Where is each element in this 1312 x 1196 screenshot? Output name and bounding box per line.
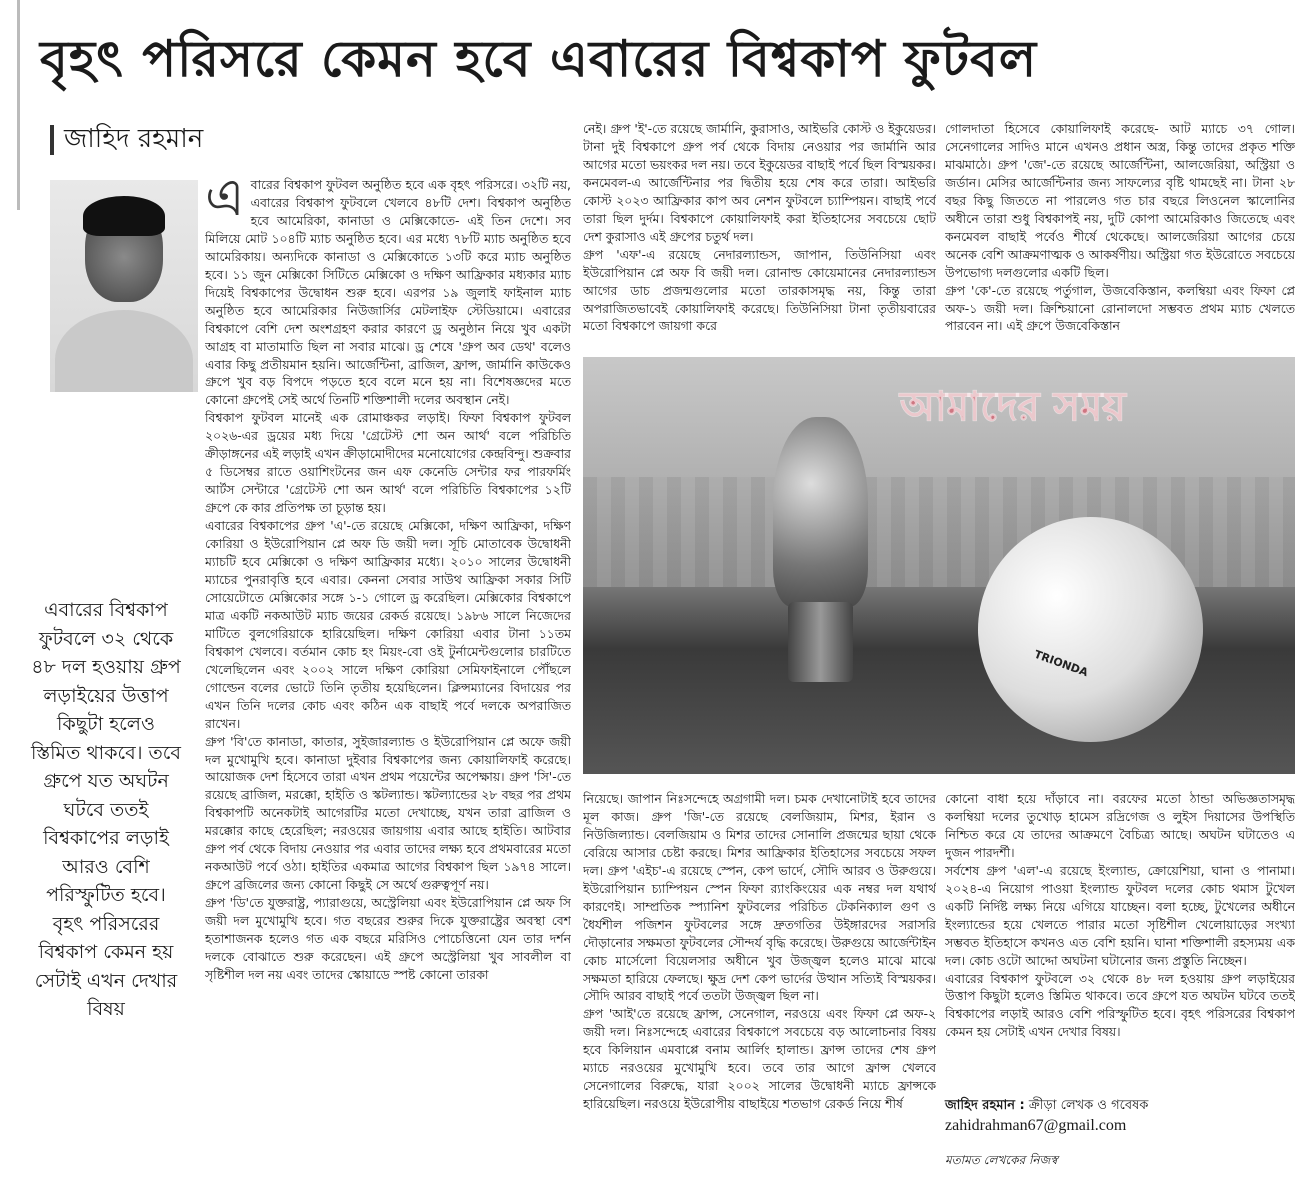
author-name: জাহিদ রহমান <box>64 124 204 154</box>
margin-rule <box>17 0 20 210</box>
paragraph: কোনো বাধা হয়ে দাঁড়াবে না। বরফের মতো ঠান্ডা অভিজ্ঞতাসমৃদ্ধ কলম্বিয়া দলের তুখোড় হামেস রদ্রিগেজ ও লুইস দিয়াসের উপস্থিতি নিশ্চিত করে যে তাদের আক্রমণে বৈচিত্র্য আছে। অঘটন ঘটাতেও এ দুজন পারদর্শী। <box>945 791 1295 860</box>
paragraph: গ্রুপ 'ডি'তে যুক্তরাষ্ট্র, প্যারাগুয়ে, অস্ট্রেলিয়া এবং ইউরোপিয়ান প্লে অফ সি জয়ী দল মুখোমুখি হবে। গত বছরের শুরুর দিকে যুক্তরাষ্ট্রের অবস্থা বেশ হতাশাজনক হলেও গত এক বছরে মরিসিও পোচেত্তিনো যেন তার দর্শন দলকে বোঝাতে শুরু করেছেন। এই গ্রুপে অস্ট্রেলিয়া খুব সাবলীল বা সৃষ্টিশীল দল নয় এবং তাদের স্কোয়াডে স্পষ্ট কোনো তারকা <box>205 895 571 982</box>
paragraph: এবারের বিশ্বকাপ ফুটবলে ৩২ থেকে ৪৮ দল হওয়ায় গ্রুপ লড়াইয়ের উত্তাপ কিছুটা হলেও স্তিমিত থাকবে। তবে গ্রুপে যত অঘটন ঘটবে ততই বিশ্বকাপের লড়াই আরও বেশি পরিস্ফুটিত হবে। বৃহৎ পরিসরের বিশ্বকাপ কেমন হয় সেটাই এখন দেখার বিষয়। <box>945 970 1295 1040</box>
headline: বৃহৎ পরিসরে কেমন হবে এবারের বিশ্বকাপ ফুটবল <box>40 30 1038 88</box>
paragraph: নিয়েছে। জাপান নিঃসন্দেহে অগ্রগামী দল। চমক দেখানোটাই হবে তাদের মূল কাজ। গ্রুপ 'জি'-তে রয়েছে বেলজিয়াম, মিশর, ইরান ও নিউজিল্যান্ড। বেলজিয়াম ও মিশর তাদের সোনালি প্রজন্মের ছায়া থেকে বেরিয়ে আসার চেষ্টা করছে। মিশর আফ্রিকার ইতিহাসের সবচেয়ে সফল দল। গ্রুপ 'এইচ'-এ রয়েছে স্পেন, কেপ ভার্দে, সৌদি আরব ও উরুগুয়ে। ইউরোপিয়ান চ্যাম্পিয়ন স্পেন ফিফা র‌্যাংকিংয়ের এক নম্বর দল যথার্থ কারণেই। সাম্প্রতিক স্প্যানিশ ফুটবলের পরিচিত টেকনিক্যাল গুণ ও ধৈর্যশীল পজিশন ফুটবলের সঙ্গে দ্রুতগতির উইঙ্গারদের সরাসরি দৌড়ানোর সক্ষমতা ফুটবলের সৌন্দর্য বৃদ্ধি করেছে। উরুগুয়ে আর্জেন্টাইন কোচ মার্সেলো বিয়েলসার অধীনে খুব উজ্জ্বল হলেও মাঝে মাঝে সক্ষমতা হারিয়ে ফেলছে। ক্ষুদ্র দেশ কেপ ভার্দের উত্থান সত্যিই বিস্ময়কর। সৌদি আরব বাছাই পর্বে ততটা উজ্জ্বল ছিল না। <box>583 791 936 1004</box>
paragraph: গোলদাতা হিসেবে কোয়ালিফাই করেছে- আট ম্যাচে ৩৭ গোল। সেনেগালের সাদিও মানে এখনও প্রধান অস্ত্র, কিন্তু তাদের প্রকৃত শক্তি মাঝমাঠে। গ্রুপ 'জে'-তে রয়েছে আর্জেন্টিনা, আলজেরিয়া, অস্ট্রিয়া ও জর্ডান। মেসির আর্জেন্টিনার জন্য সাফল্যের বৃষ্টি থামছেই না। টানা ২৮ বছর কিছু জিততে না পারলেও গত চার বছরে লিওনেল স্কালোনির অধীনে তারা শুধু বিশ্বকাপই নয়, দুটি কোপা আমেরিকাও জিতেছে এবং কনমেবল বাছাই পর্বেও শীর্ষে থেকেছে। আলজেরিয়া আগের চেয়ে অনেক বেশি আক্রমণাত্মক ও আকর্ষণীয়। অস্ট্রিয়া গত ইউরোতে সবচেয়ে উপভোগ্য দলগুলোর একটি ছিল। <box>945 121 1295 280</box>
football <box>978 517 1203 742</box>
paragraph: গ্রুপ 'কে'-তে রয়েছে পর্তুগাল, উজবেকিস্তান, কলম্বিয়া এবং ফিফা প্লে অফ-১ জয়ী দল। ক্রিশ্চিয়ানো রোনালদো সম্ভবত প্রথম ম্যাচ খেলতে পারবেন না। এই গ্রুপে উজবেকিস্তান <box>945 282 1295 334</box>
paragraph: এবারের বিশ্বকাপের গ্রুপ 'এ'-তে রয়েছে মেক্সিকো, দক্ষিণ আফ্রিকা, দক্ষিণ কোরিয়া ও ইউরোপিয়ান প্লে অফ ডি জয়ী দল। সূচি মোতাবেক উদ্বোধনী ম্যাচটি হবে মেক্সিকো ও দক্ষিণ আফ্রিকার মধ্যে। ২০১০ সালের উদ্বোধনী ম্যাচের পুনরাবৃত্তি হবে এবার। কেননা সেবার সাউথ আফ্রিকা সকার সিটি সোয়েটোতে মেক্সিকোর সঙ্গে ১-১ গোলে ড্র করেছিল। মেক্সিকোর বিশ্বকাপে মাত্র একটি নকআউট ম্যাচ জয়ের রেকর্ড রয়েছে। ১৯৮৬ সালে নিজেদের মাটিতে বুলগেরিয়াকে হারিয়েছিল। দক্ষিণ কোরিয়া এবার টানা ১১তম বিশ্বকাপ খেলবে। বর্তমান কোচ হং মিয়ং-বো ওই টুর্নামেন্টগুলোর চারটিতে খেলেছিলেন এবং ২০০২ সালে দক্ষিণ কোরিয়া সেমিফাইনালে পৌঁছলে গোল্ডেন বলের ভোটে তিনি তৃতীয় হয়েছিলেন। ক্লিন্সম্যানের বিদায়ের পর এখন তিনি দলের কোচ এবং কঠিন এক বাছাই পর্বে দলকে অপরাজিত রাখেন। <box>205 518 571 731</box>
column-1 <box>205 176 571 1176</box>
column-2-top <box>583 120 936 356</box>
paragraph: বারের বিশ্বকাপ ফুটবল অনুষ্ঠিত হবে এক বৃহৎ পরিসরে। ৩২টি নয়, এবারের বিশ্বকাপ ফুটবলে খেলবে ৪৮টি দেশ। বিশ্বকাপ অনুষ্ঠিত হবে আমেরিকা, কানাডা ও মেক্সিকোতে- এই তিন দেশে। সব মিলিয়ে মোট ১০৪টি ম্যাচ অনুষ্ঠিত হবে। এর মধ্যে ৭৮টি ম্যাচ অনুষ্ঠিত হবে আমেরিকায়। অন্যদিকে কানাডা ও মেক্সিকোতে ১৩টি করে ম্যাচ অনুষ্ঠিত হবে। ১১ জুন মেক্সিকো সিটিতে মেক্সিকো ও দক্ষিণ আফ্রিকার মধ্যকার ম্যাচ দিয়েই বিশ্বকাপের উদ্বোধন শুরু হবে। এরপর ১৯ জুলাই ফাইনাল ম্যাচ অনুষ্ঠিত হবে আমেরিকার নিউজার্সির মেটলাইফ স্টেডিয়ামে। এবারের বিশ্বকাপে বেশি দেশ অংশগ্রহণ করার কারণে ড্র অনুষ্ঠান নিয়ে খুব একটা আগ্রহ বা মাতামাতি ছিল না সবার মাঝে। ড্র শেষে 'গ্রুপ অব ডেথ' বলেও এবার কিছু প্রতীয়মান হয়নি। আর্জেন্টিনা, ব্রাজিল, ফ্রান্স, জার্মানি কাউকেও গ্রুপে খুব বড় বিপদে পড়তে হবে বলে মনে হয় না। বিশেষজ্ঞদের মতে কোনো গ্রুপেই সেই অর্থে তিনটি শক্তিশালী দলের অবস্থান নেই। <box>205 177 571 408</box>
author-email: zahidrahman67@gmail.com <box>945 1117 1127 1134</box>
byline-bar <box>50 125 54 155</box>
column-2-bottom <box>583 790 936 1185</box>
drop-cap: এ <box>205 176 245 228</box>
author-photo <box>50 180 198 392</box>
signature-role: ক্রীড়া লেখক ও গবেষক <box>1028 1098 1149 1113</box>
column-3-bottom <box>945 790 1295 1090</box>
author-signature <box>945 1096 1148 1135</box>
pull-quote: এবারের বিশ্বকাপ ফুটবলে ৩২ থেকে ৪৮ দল হওয়ায় গ্রুপ লড়াইয়ের উত্তাপ কিছুটা হলেও স্তিমিত থাকবে। তবে গ্রুপে যত অঘটন ঘটবে ততই বিশ্বকাপের লড়াই আরও বেশি পরিস্ফুটিত হবে। বৃহৎ পরিসরের বিশ্বকাপ কেমন হয় সেটাই এখন দেখার বিষয় <box>31 599 181 1020</box>
paragraph: নেই। গ্রুপ 'ই'-তে রয়েছে জার্মানি, কুরাসাও, আইভরি কোস্ট ও ইকুয়েডর। টানা দুই বিশ্বকাপে গ্রুপ পর্ব থেকে বিদায় নেওয়ার পর জার্মানি আর আগের মতো ভয়ংকর দল নয়। তবে ইকুয়েডর বাছাই পর্বে ছিল বিস্ময়কর। কনমেবল-এ আর্জেন্টিনার পর দ্বিতীয় হয়ে শেষ করে তারা। আইভরি কোস্ট ২০২৩ আফ্রিকার কাপ অব নেশন ফুটবলে চ্যাম্পিয়ন। বাছাই পর্বে তারা ছিল দুর্দম। বিশ্বকাপে কোয়ালিফাই করা ইতিহাসের সবচেয়ে ছোট দেশ কুরাসাও এই গ্রুপের চতুর্থ দল। <box>583 121 936 244</box>
signature-name: জাহিদ রহমান : <box>945 1098 1025 1113</box>
paragraph: সর্বশেষ গ্রুপ 'এল'-এ রয়েছে ইংল্যান্ড, ক্রোয়েশিয়া, ঘানা ও পানামা। ২০২৪-এ নিয়োগ পাওয়া ইংল্যান্ড ফুটবল দলের কোচ থমাস টুখেল একটি নির্দিষ্ট লক্ষ্য নিয়ে এগিয়ে যাচ্ছেন। বলা হচ্ছে, টুখেলের অধীনে ইংল্যান্ডের হয়ে খেলতে পারার মতো সৃষ্টিশীল খেলোয়াড়ের সংখ্যা সম্ভবত ইতিহাসে কখনও এত বেশি হয়নি। ঘানা শক্তিশালী রহস্যময় এক দল। কোচ ওটো আদ্দো অঘটনা ঘটানোর জন্য প্রস্তুতি নিচ্ছেন। <box>945 862 1295 968</box>
stadium-stands <box>583 477 1295 587</box>
paragraph: বিশ্বকাপ ফুটবল মানেই এক রোমাঞ্চকর লড়াই। ফিফা বিশ্বকাপ ফুটবল ২০২৬-এর ড্রয়ের মধ্য দিয়ে 'গ্রেটেস্ট শো অন আর্থ' বলে পরিচিতি ক্রীড়াঙ্গনের এই লড়াই এখন ক্রীড়ামোদীদের মনোযোগের কেন্দ্রবিন্দু। শুক্রবার ৫ ডিসেম্বর রাতে ওয়াশিংটনের জন এফ কেনেডি সেন্টার ফর পারফর্মিং আর্টস সেন্টারে 'গ্রেটেস্ট শো অন আর্থ' বলে পরিচিতি বিশ্বকাপের ১২টি গ্রুপে কে কার প্রতিপক্ষ তা চূড়ান্ত হয়। <box>205 410 571 516</box>
paragraph: গ্রুপ 'বি'তে কানাডা, কাতার, সুইজারল্যান্ড ও ইউরোপিয়ান প্লে অফে জয়ী দল মুখোমুখি হবে। কানাডা দুইবার বিশ্বকাপের জন্য কোয়ালিফাই করেছে। আয়োজক দেশ হিসেবে তারা এখন প্রথম পয়েন্টের অপেক্ষায়। গ্রুপ 'সি'-তে রয়েছে ব্রাজিল, মরক্কো, হাইতি ও স্কটল্যান্ড। স্কটল্যান্ডের ২৮ বছর পর প্রথম বিশ্বকাপটি অনেকটাই আগেরটির মতো দেখাচ্ছে, যখন তারা ব্রাজিল ও মরক্কোর কাছে হেরেছিল; নরওয়ের জায়গায় এবার আছে হাইতি। আটবার গ্রুপ পর্ব থেকে বিদায় নেওয়ার পর এবার তাদের লক্ষ্য হবে প্রথমবারের মতো নকআউট পর্বে ওঠা। হাইতির একমাত্র আগের বিশ্বকাপ ছিল ১৯৭৪ সালে। গ্রুপে ব্রজিলের জন্য কোনো কিছুই সে অর্থে গুরুত্বপূর্ণ নয়। <box>205 733 571 893</box>
byline <box>50 118 203 162</box>
paragraph: গ্রুপ 'এফ'-এ রয়েছে নেদারল্যান্ডস, জাপান, তিউনিসিয়া এবং ইউরোপিয়ান প্লে অফ বি জয়ী দল। রোনাল্ড কোয়েমানের নেদারল্যান্ডস আগের ডাচ প্রজন্মগুলোর মতো তারকাসমৃদ্ধ নয়, কিন্তু তারা অপরাজিতভাবেই কোয়ালিফাই করেছে। তিউনিসিয়া টানা তৃতীয়বারের মতো বিশ্বকাপে জায়গা করে <box>583 246 936 334</box>
column-3-top <box>945 120 1295 356</box>
paragraph: গ্রুপ 'আই'তে রয়েছে ফ্রান্স, সেনেগাল, নরওয়ে এবং ফিফা প্লে অফ-২ জয়ী দল। নিঃসন্দেহে এবারের বিশ্বকাপে সবচেয়ে বড় আলোচনার বিষয় হবে কিলিয়ান এমবাপ্পে বনাম আর্লিং হালান্ড। ফ্রান্স তাদের শেষ গ্রুপ ম্যাচে নরওয়ের মুখোমুখি হবে। তবে তার আগে ফ্রান্স খেলবে সেনেগালের বিরুদ্ধে, যারা ২০০২ সালের উদ্বোধনী ম্যাচে ফ্রান্সকে হারিয়েছিল। নরওয়ে ইউরোপীয় বাছাইয়ে শতভাগ রেকর্ড নিয়ে শীর্ষ <box>583 1006 936 1112</box>
trophy <box>773 417 868 607</box>
opinion-disclaimer: মতামত লেখকের নিজস্ব <box>945 1153 1058 1167</box>
watermark-logo: আমাদের সময় <box>900 384 1126 430</box>
trophy-base <box>788 602 853 682</box>
ball-label: TRIONDA <box>1032 647 1090 680</box>
